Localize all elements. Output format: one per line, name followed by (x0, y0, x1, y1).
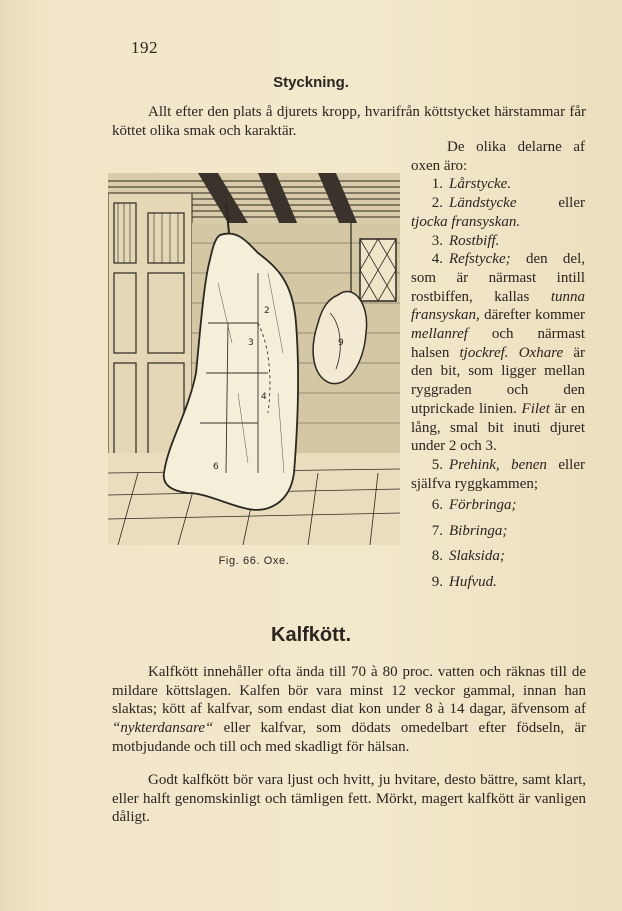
cuts-list (411, 138, 585, 595)
ox-illustration (108, 173, 400, 545)
list-item: 7. Bibringa; (431, 522, 508, 539)
intro-paragraph: Allt efter den plats å djurets kropp, hvarifrån köttstycket härstammar får köttet olika smak och karaktär. (112, 104, 586, 139)
list-item: 9. Hufvud. (431, 573, 497, 590)
list-item: 4. Refstycke; den del, som är närmast intill rostbiffen, kallas tunna fransyskan, därefter kommer mellanref och närmast halsen tjockref. Oxhare är den bit, som ligger mellan ryggraden och den utprickade linien. Filet är en lång, smal bit inuti djuret under 2 och 3. (411, 251, 586, 455)
list-item: 2. Ländstycke eller tjocka fransyskan. (411, 195, 585, 230)
page-number: 192 (131, 38, 158, 57)
figure-label-3: 3 (248, 338, 254, 348)
list-item: 1. Lårstycke. (431, 176, 512, 193)
figure-label-9: 9 (338, 338, 344, 348)
section-title: Styckning. (273, 74, 349, 91)
figure-label-2: 2 (264, 306, 270, 316)
kalfkott-heading: Kalfkött. (271, 624, 351, 646)
figure-label-4: 4 (261, 392, 267, 402)
list-lead: De olika delarne af oxen äro: (411, 139, 585, 174)
kalfkott-paragraph-2: Godt kalfkött bör vara ljust och hvitt, ju hvitare, desto bättre, samt klart, eller halft genomskinligt och tämligen fett. Mörkt, magert kalfkött är vanligen dåligt. (112, 772, 586, 826)
list-item: 5. Prehink, benen eller själfva ryggkammen; (411, 456, 585, 492)
list-item: 3. Rostbiff. (431, 232, 500, 249)
figure-label-6: 6 (213, 462, 219, 472)
figure-caption: Fig. 66. Oxe. (218, 555, 290, 567)
list-item: 6. Förbringa; (431, 497, 517, 514)
kalfkott-paragraph-1: Kalfkött innehåller ofta ända till 70 à 80 proc. vatten och räknas till de mildare köttslagen. Kalfen bör vara minst 12 veckor gammal, innan han slaktas; kött af kalfvar, som endast diat kon under 8 à 14 dagar, äfvensom af “nykterdansare“ eller kalfvar, som dödats omedelbart efter födseln, är motbjudande och till och med skadligt för hälsan. (112, 664, 586, 755)
list-item: 8. Slaksida; (431, 548, 505, 565)
